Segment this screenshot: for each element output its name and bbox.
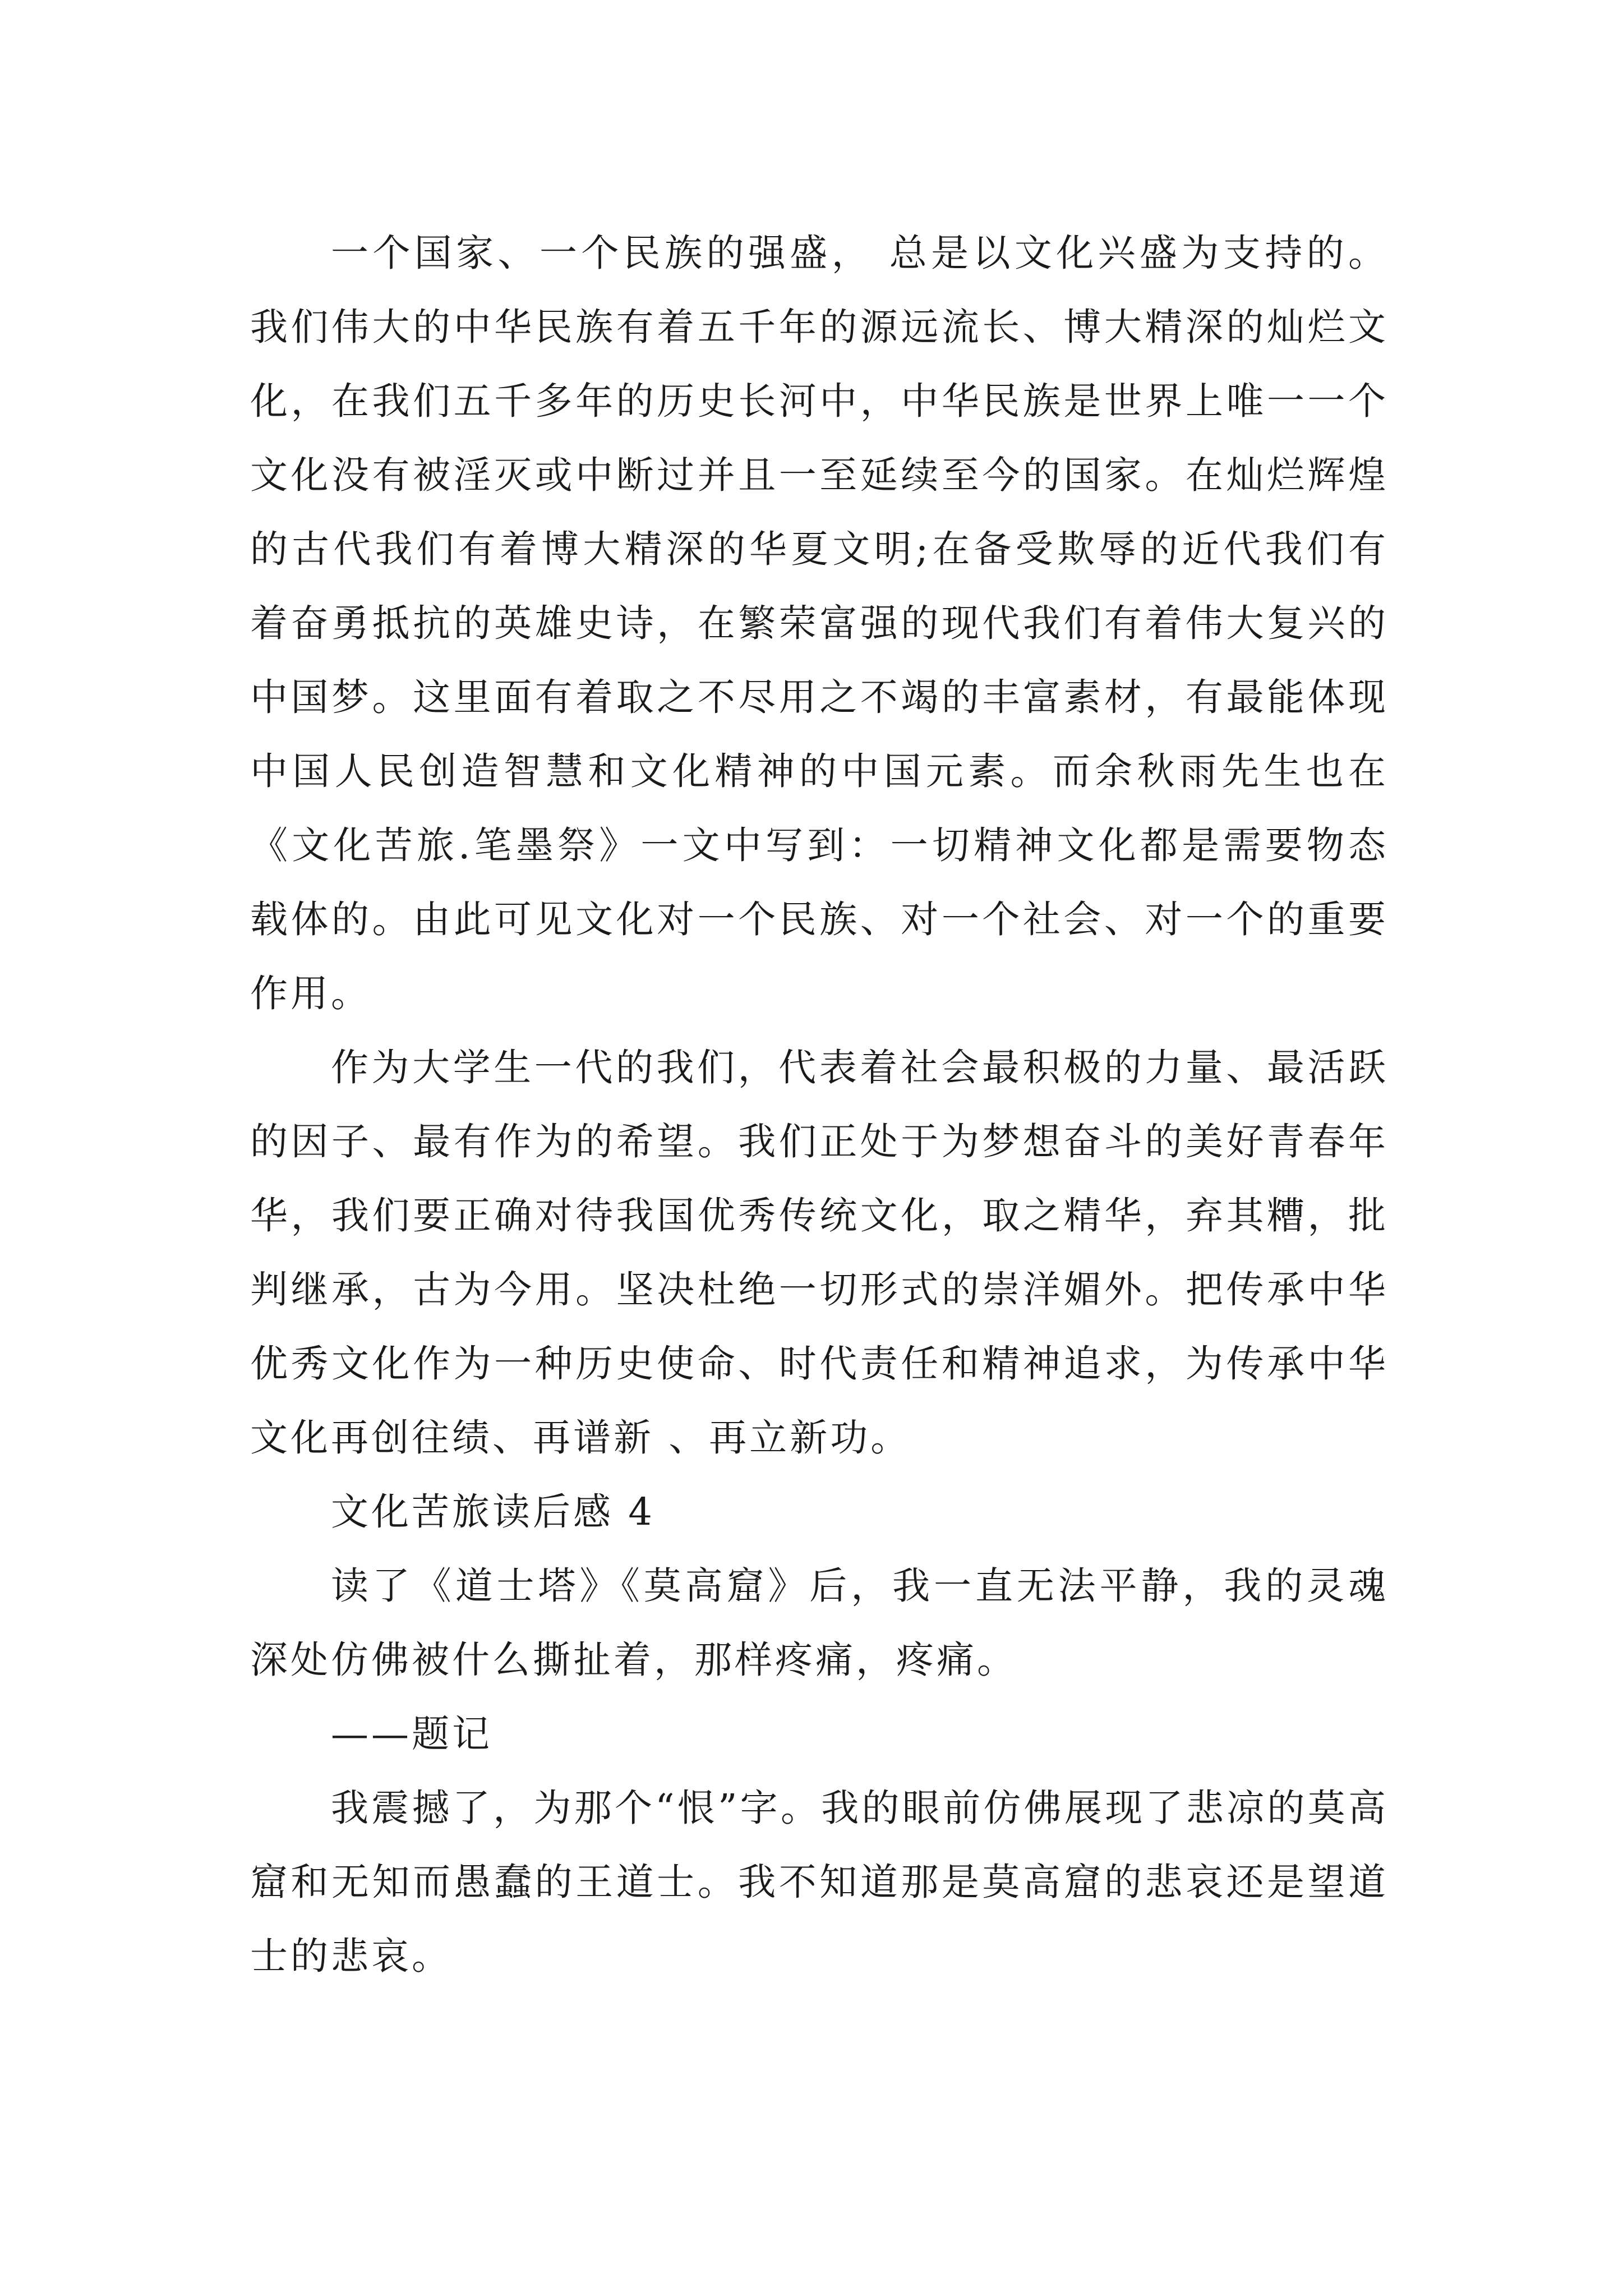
paragraph-college-students: 作为大学生一代的我们，代表着社会最积极的力量、最活跃的因子、最有作为的希望。我们正处于为梦想奋斗的美好青春年华，我们要正确对待我国优秀传统文化，取之精华，弃其糟，批判继承，古为今用。坚决杜绝一切形式的崇洋媚外。把传承中华优秀文化作为一种历史使命、时代责任和精神追求，为传承中华文化再创往绩、再谱新 、再立新功。 bbox=[250, 1046, 1389, 1460]
section-heading: 文化苦旅读后感 4 bbox=[331, 1490, 655, 1534]
paragraph-epigraph: 读了《道士塔》《莫高窟》后，我一直无法平静，我的灵魂深处仿佛被什么撕扯着，那样疼痛，疼痛。 bbox=[250, 1564, 1389, 1682]
paragraph-shock: 我震撼了，为那个“恨”字。我的眼前仿佛展现了悲凉的莫高窟和无知而愚蠢的王道士。我不知道那是莫高窟的悲哀还是望道士的悲哀。 bbox=[250, 1786, 1389, 1978]
epigraph-label: ——题记 bbox=[331, 1712, 492, 1756]
document-body bbox=[250, 216, 1389, 1993]
paragraph-culture-prosperity: 一个国家、一个民族的强盛， 总是以文化兴盛为支持的。我们伟大的中华民族有着五千年的源远流长、博大精深的灿烂文化，在我们五千多年的历史长河中，中华民族是世界上唯一一个文化没有被淫灭或中断过并且一至延续至今的国家。在灿烂辉煌的古代我们有着博大精深的华夏文明;在备受欺辱的近代我们有着奋勇抵抗的英雄史诗，在繁荣富强的现代我们有着伟大复兴的中国梦。这里面有着取之不尽用之不竭的丰富素材，有最能体现中国人民创造智慧和文化精神的中国元素。而余秋雨先生也在《文化苦旅.笔墨祭》一文中写到：一切精神文化都是需要物态载体的。由此可见文化对一个民族、对一个社会、对一个的重要作用。 bbox=[250, 231, 1389, 1015]
